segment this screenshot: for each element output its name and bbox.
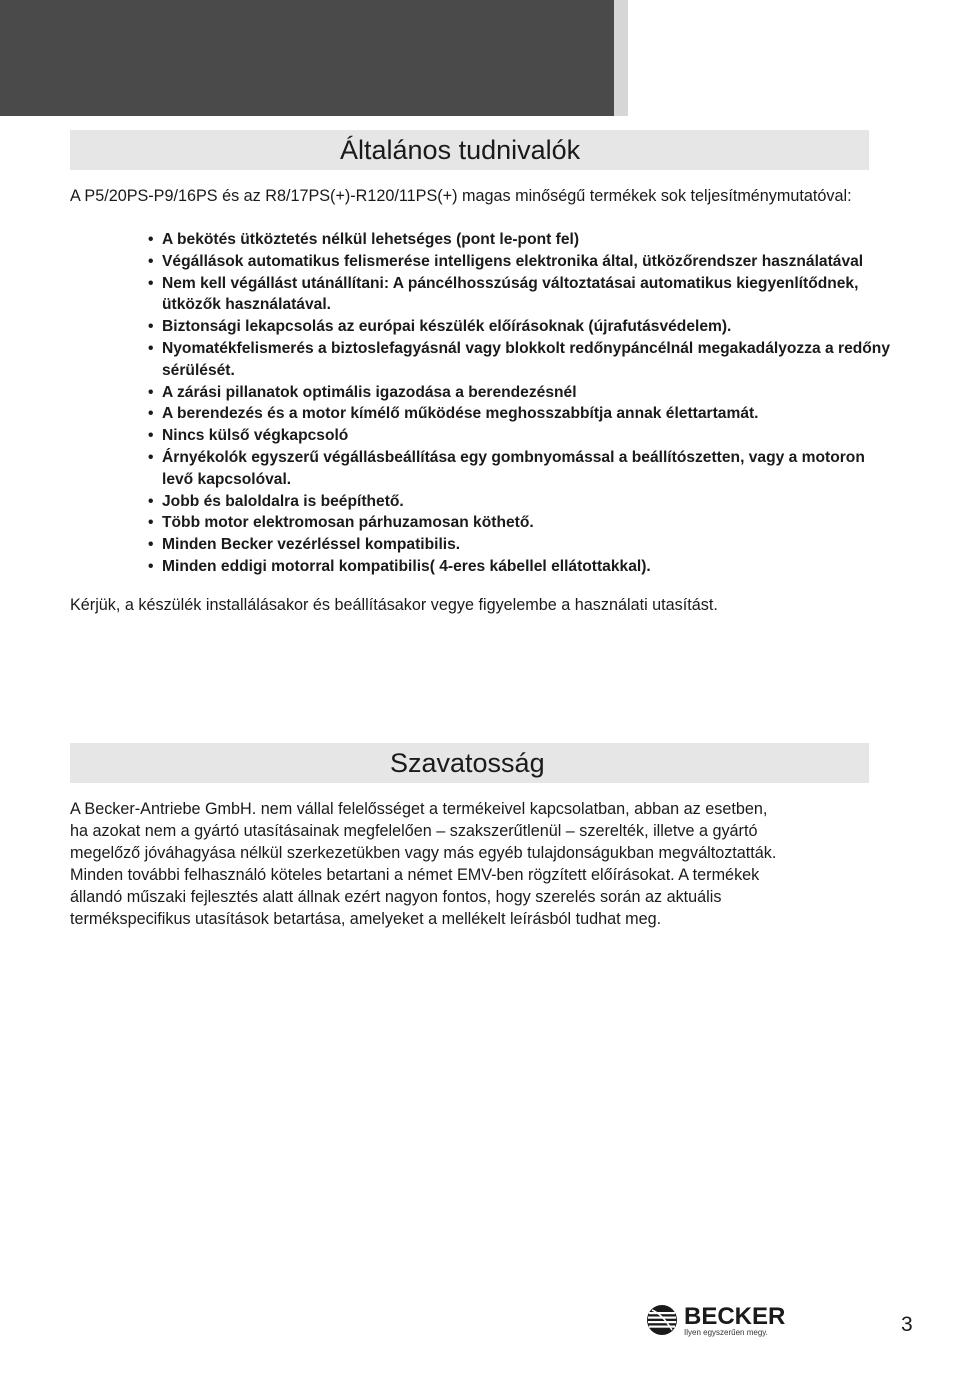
feature-item [70, 534, 890, 556]
feature-text: A zárási pillanatok optimális igazodása a berendezésnél [162, 383, 577, 401]
bullet-icon: • [148, 252, 154, 270]
warranty-line: megelőző jóváhagyása nélkül szerkezetükben vagy más egyéb tulajdonságukban megváltoztatták. [70, 844, 777, 862]
feature-text: Nincs külső végkapcsoló [162, 427, 349, 445]
feature-item [70, 425, 890, 447]
general-intro: A P5/20PS-P9/16PS és az R8/17PS(+)-R120/11PS(+) magas minőségű termékek sok teljesítménymutatóval: [70, 187, 852, 205]
general-section-title: Általános tudnivalók [340, 135, 581, 165]
brand-tagline: Ilyen egyszerűen megy. [684, 1328, 768, 1337]
feature-text: Több motor elektromosan párhuzamosan köthető. [162, 514, 534, 532]
feature-item [70, 251, 890, 273]
general-section-header [70, 130, 869, 170]
brand-name: BECKER [684, 1303, 786, 1330]
feature-text: Biztonsági lekapcsolás az európai készülék előírásoknak (újrafutásvédelem). [162, 318, 732, 336]
feature-text: Nyomatékfelismerés a biztoslefagyásnál vagy blokkolt redőnypáncélnál megakadályozza a redőny sérülését. [162, 339, 890, 379]
feature-text: A bekötés ütköztetés nélkül lehetséges (pont le-pont fel) [162, 231, 580, 248]
feature-text: Jobb és baloldalra is beépíthető. [162, 492, 404, 510]
feature-item [70, 338, 890, 382]
bullet-icon: • [148, 514, 154, 532]
top-decor-band-edge [614, 0, 628, 116]
warranty-line: Minden további felhasználó köteles betartani a német EMV-ben rögzített előírásokat. A termékek [70, 866, 760, 884]
bullet-icon: • [148, 427, 154, 445]
feature-text: A berendezés és a motor kímélő működése meghosszabbítja annak élettartamát. [162, 405, 759, 423]
feature-item [70, 512, 890, 534]
bullet-icon: • [148, 339, 154, 357]
feature-item [70, 403, 890, 425]
feature-item [70, 491, 890, 513]
warranty-section-header [70, 743, 869, 783]
feature-item [70, 273, 890, 317]
becker-logo-icon [646, 1304, 678, 1336]
bullet-icon: • [148, 383, 154, 401]
feature-item [70, 447, 890, 491]
page-number: 3 [901, 1313, 913, 1336]
warranty-section-title: Szavatosság [390, 748, 545, 778]
feature-text: Végállások automatikus felismerése intelligens elektronika által, ütközőrendszer használatával [162, 252, 864, 270]
general-closing-note: Kérjük, a készülék installálásakor és beállításakor vegye figyelembe a használati utasítást. [70, 596, 718, 614]
bullet-icon: • [148, 231, 154, 248]
bullet-icon: • [148, 536, 154, 554]
top-decor-band [0, 0, 614, 116]
bullet-icon: • [148, 492, 154, 510]
bullet-icon: • [148, 557, 154, 575]
feature-item [70, 382, 890, 404]
feature-text: Árnyékolók egyszerű végállásbeállítása egy gombnyomással a beállítószetten, vagy a motoron levő kapcsolóval. [162, 448, 865, 488]
warranty-line: termékspecifikus utasítások betartása, amelyeket a mellékelt leírásból tudhat meg. [70, 910, 662, 928]
warranty-line: A Becker-Antriebe GmbH. nem vállal felelősséget a termékeivel kapcsolatban, abban az esetben, [70, 800, 768, 818]
bullet-icon: • [148, 405, 154, 423]
warranty-line: állandó műszaki fejlesztés alatt állnak ezért nagyon fontos, hogy szerelés során az aktuális [70, 888, 722, 906]
bullet-icon: • [148, 318, 154, 336]
feature-item [70, 556, 890, 578]
bullet-icon: • [148, 448, 154, 466]
feature-item [70, 316, 890, 338]
feature-text: Nem kell végállást utánállítani: A páncélhosszúság változtatásai automatikus kiegyenlítődnek, ütközők használatával. [162, 274, 859, 314]
becker-logo [646, 1302, 786, 1342]
feature-item [70, 229, 890, 251]
bullet-icon: • [148, 274, 154, 292]
feature-text: Minden eddigi motorral kompatibilis( 4-eres kábellel ellátottakkal). [162, 557, 651, 575]
warranty-line: ha azokat nem a gyártó utasításainak megfelelően – szakszerűtlenül – szerelték, illetve a gyártó [70, 822, 758, 840]
warranty-text [70, 798, 860, 930]
feature-text: Minden Becker vezérléssel kompatibilis. [162, 536, 461, 554]
feature-list [70, 229, 890, 578]
